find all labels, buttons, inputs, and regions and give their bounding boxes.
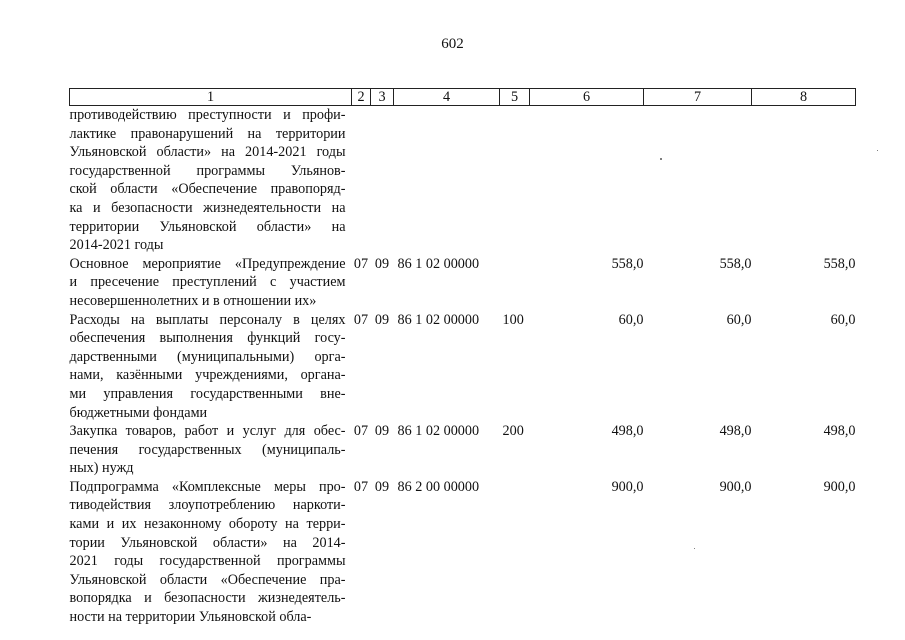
description-line: Подпрограмма «Комплексные меры про- [69, 478, 346, 495]
section-code [352, 106, 371, 255]
row-description [70, 106, 352, 255]
amount-col-8 [752, 106, 856, 255]
page-number: 602 [441, 36, 464, 52]
row-description [70, 422, 352, 478]
column-header: 8 [752, 89, 856, 106]
expense-type-code [500, 255, 530, 311]
subsection-code [371, 106, 394, 255]
budget-table [69, 88, 856, 627]
subsection-code: 09 [374, 311, 390, 328]
amount-col-7: 60,0 [726, 311, 752, 328]
amount-col-8: 900,0 [823, 478, 856, 495]
description-line: дарственными (муниципальными) орга- [69, 348, 346, 365]
description-line: ками и их незаконному обороту на терри- [69, 516, 346, 533]
description-line: лактике правонарушений на территории [69, 125, 346, 142]
subsection-code: 09 [374, 478, 390, 495]
description-line: 2014-2021 годы [69, 237, 164, 254]
column-number-row [70, 89, 856, 106]
subsection-code: 09 [374, 255, 390, 272]
table-body [70, 106, 856, 627]
amount-col-6: 60,0 [618, 311, 644, 328]
description-line: Ульяновской области» на 2014-2021 годы [69, 144, 346, 161]
description-line: несовершеннолетних и в отношении их» [69, 292, 317, 309]
description-line: территории Ульяновской области» на [69, 218, 346, 235]
table-row [70, 106, 856, 255]
target-article-code: 86 1 02 00000 [397, 255, 480, 272]
expense-type-code [500, 478, 530, 627]
amount-col-6: 498,0 [611, 423, 644, 440]
table-row [70, 255, 856, 311]
section-code: 07 [353, 255, 369, 272]
column-header: 1 [70, 89, 352, 106]
column-header: 6 [530, 89, 644, 106]
amount-col-8: 558,0 [823, 255, 856, 272]
description-line: Основное мероприятие «Предупреждение [69, 255, 346, 272]
description-line: ка и безопасности жизнедеятельности на [69, 199, 346, 216]
target-article-code: 86 2 00 00000 [397, 478, 480, 495]
description-line: 2021 годы государственной программы [69, 553, 346, 570]
amount-col-6: 900,0 [611, 478, 644, 495]
description-line: Закупка товаров, работ и услуг для обес- [69, 423, 346, 440]
subsection-code: 09 [374, 423, 390, 440]
column-header: 4 [394, 89, 500, 106]
description-line: обеспечения выполнения функций госу- [69, 330, 346, 347]
amount-col-6: 558,0 [611, 255, 644, 272]
amount-col-6 [530, 106, 644, 255]
description-line: ской области «Обеспечение правопоряд- [69, 181, 346, 198]
section-code: 07 [353, 423, 369, 440]
description-line: государственной программы Ульянов- [69, 162, 346, 179]
description-line: Ульяновской области «Обеспечение пра- [69, 571, 346, 588]
description-line: и пресечение преступлений с участием [69, 274, 346, 291]
description-line: печения государственных (муниципаль- [69, 441, 346, 458]
table-row [70, 478, 856, 627]
column-header: 5 [500, 89, 530, 106]
description-line: тории Ульяновской области» на 2014- [69, 534, 346, 551]
section-code: 07 [353, 478, 369, 495]
description-line: Расходы на выплаты персоналу в целях [69, 311, 346, 328]
description-line: тиводействия злоупотреблению наркоти- [69, 497, 346, 514]
description-line: вопорядка и безопасности жизнедеятель- [69, 590, 346, 607]
expense-type-code: 200 [502, 423, 524, 440]
row-description [70, 311, 352, 423]
amount-col-7: 900,0 [719, 478, 752, 495]
expense-type-code [500, 106, 530, 255]
table-row [70, 422, 856, 478]
table-row [70, 311, 856, 423]
description-line: противодействию преступности и профи- [69, 107, 346, 123]
row-description [70, 255, 352, 311]
amount-col-7: 498,0 [719, 423, 752, 440]
expense-type-code: 100 [502, 311, 524, 328]
target-article-code: 86 1 02 00000 [397, 311, 480, 328]
description-line: ных) нужд [69, 460, 134, 477]
column-header: 3 [371, 89, 394, 106]
amount-col-8: 60,0 [830, 311, 856, 328]
row-description [70, 478, 352, 627]
target-article-code: 86 1 02 00000 [397, 423, 480, 440]
column-header: 7 [644, 89, 752, 106]
amount-col-7: 558,0 [719, 255, 752, 272]
description-line: ности на территории Ульяновской обла- [69, 609, 312, 626]
description-line: бюджетными фондами [69, 404, 208, 421]
amount-col-8: 498,0 [823, 423, 856, 440]
section-code: 07 [353, 311, 369, 328]
description-line: ми управления государственными вне- [69, 385, 346, 402]
column-header: 2 [352, 89, 371, 106]
target-article-code [394, 106, 500, 255]
amount-col-7 [644, 106, 752, 255]
description-line: нами, казёнными учреждениями, органа- [69, 367, 346, 384]
